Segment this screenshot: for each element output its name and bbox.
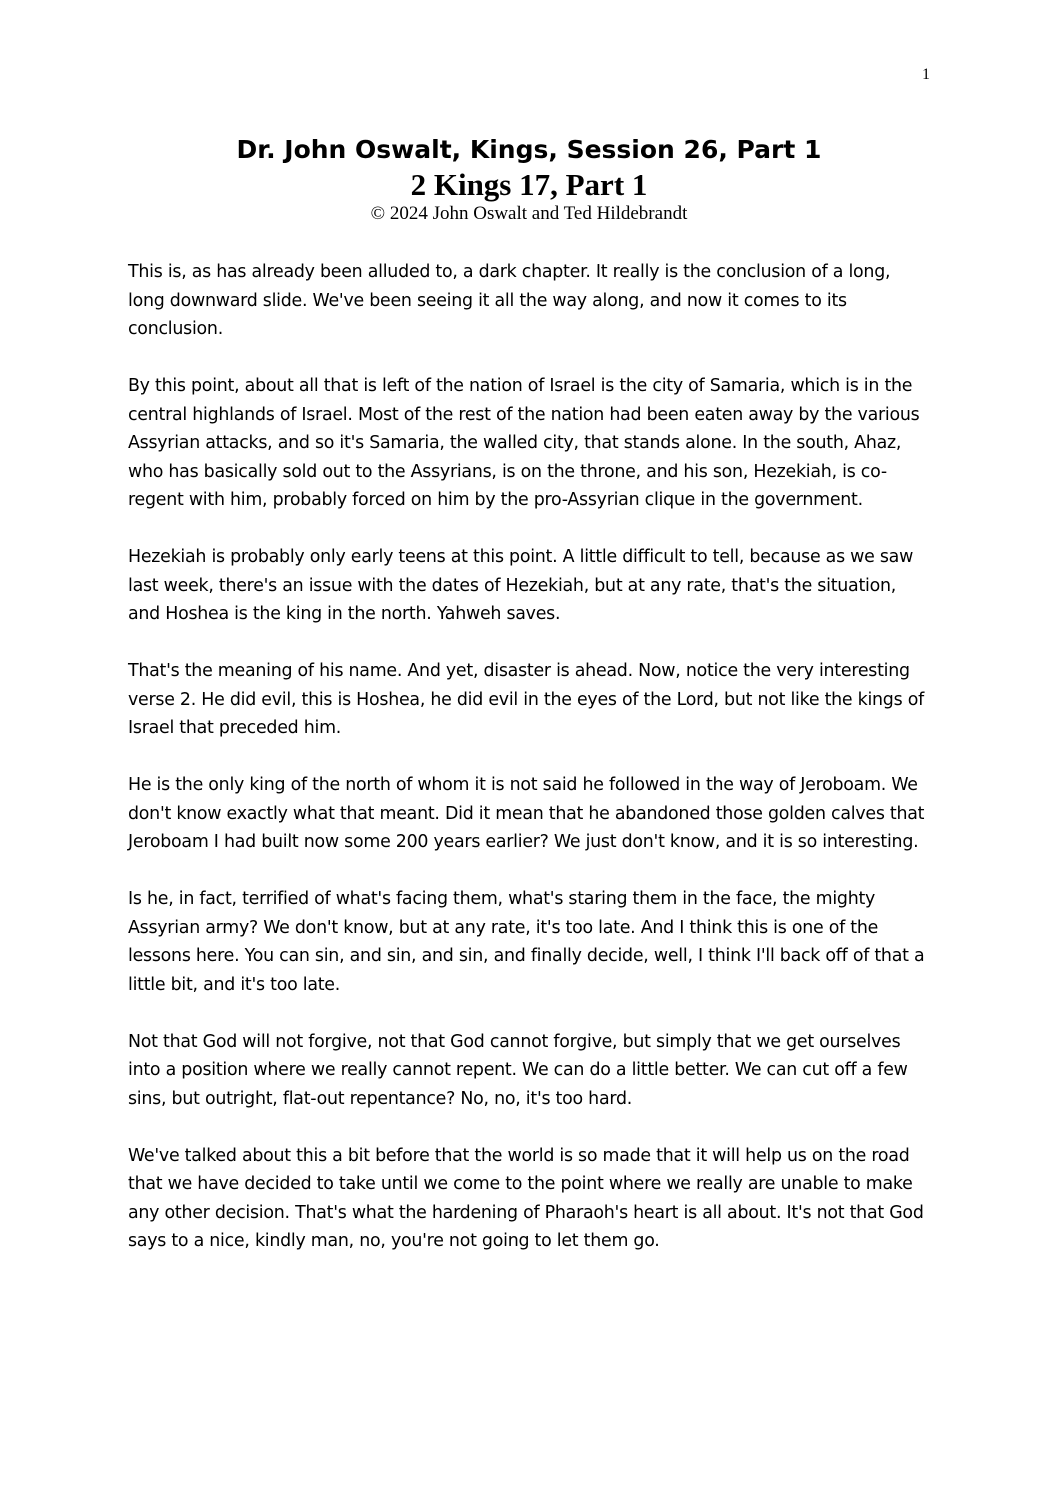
paragraph: By this point, about all that is left of the nation of Israel is the city of Samaria, which is in the central highlands of Israel. Most of the rest of the nation had been eaten away by the various Assyrian attacks, and so it's Samaria, the walled city, that stands alone. In the south, Ahaz, who has basically sold out to the Assyrians, is on the throne, and his son, Hezekiah, is co-regent with him, probably forced on him by the pro-Assyrian clique in the government.	[128, 376, 920, 510]
paragraph: That's the meaning of his name. And yet, disaster is ahead. Now, notice the very interesting verse 2. He did evil, this is Hoshea, he did evil in the eyes of the Lord, but not like the kings of Israel that preceded him.	[128, 661, 924, 738]
paragraph: We've talked about this a bit before that the world is so made that it will help us on the road that we have decided to take until we come to the point where we really are unable to make any other decision. That's what the hardening of Pharaoh's heart is all about. It's not that God says to a nice, kindly man, no, you're not going to let them go.	[128, 1145, 924, 1251]
page-number: 1	[922, 66, 930, 83]
paragraph: Not that God will not forgive, not that God cannot forgive, but simply that we get ourselves into a position where we really cannot repent. We can do a little better. We can cut off a few sins, but outright, flat-out repentance? No, no, it's too hard.	[128, 1031, 908, 1109]
paragraph: This is, as has already been alluded to, a dark chapter. It really is the conclusion of a long, long downward slide. We've been seeing it all the way along, and now it comes to its conclusion.	[128, 262, 891, 339]
paragraph: Is he, in fact, terrified of what's facing them, what's staring them in the face, the mighty Assyrian army? We don't know, but at any rate, it's too late. And I think this is one of the lessons here. You can sin, and sin, and sin, and finally decide, well, I think I'll back off of that a little bit, and it's too late.	[128, 889, 925, 995]
document-title: Dr. John Oswalt, Kings, Session 26, Part 1	[236, 135, 822, 164]
document-subtitle: 2 Kings 17, Part 1	[410, 167, 648, 202]
paragraph: Hezekiah is probably only early teens at this point. A little difficult to tell, because as we saw last week, there's an issue with the dates of Hezekiah, but at any rate, that's the situation, and Hoshea is the king in the north. Yahweh saves.	[128, 547, 914, 624]
document-header	[0, 132, 1058, 226]
copyright-notice: © 2024 John Oswalt and Ted Hildebrandt	[370, 203, 688, 224]
document-body	[128, 258, 928, 1284]
paragraph: He is the only king of the north of whom it is not said he followed in the way of Jeroboam. We don't know exactly what that meant. Did it mean that he abandoned those golden calves that Jeroboam I had built now some 200 years earlier? We just don't know, and it is so interesting.	[128, 775, 925, 852]
